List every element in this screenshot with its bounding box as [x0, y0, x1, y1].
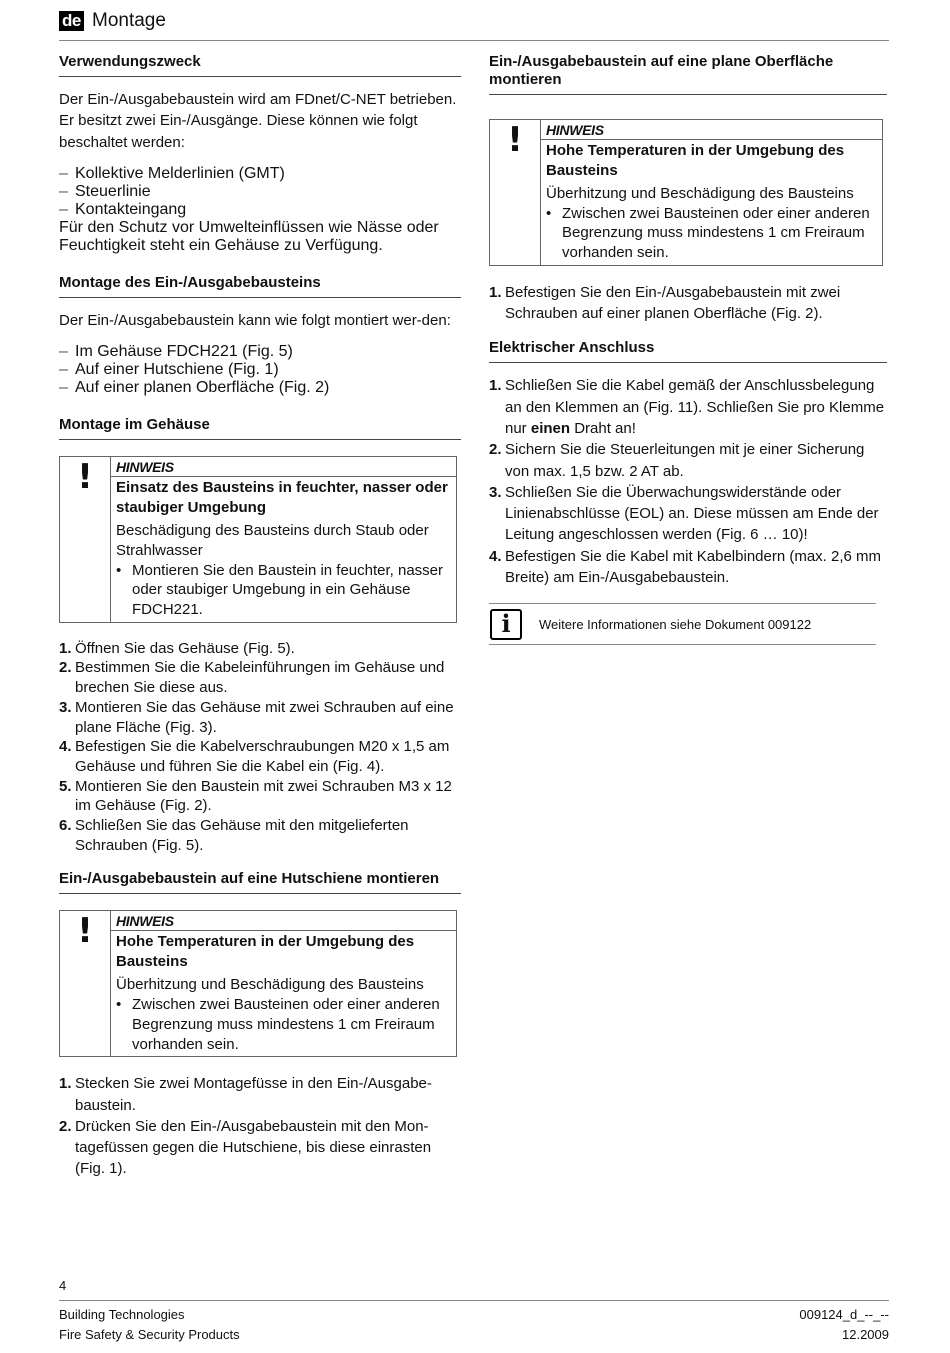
notice-title: Einsatz des Bausteins in feuchter, nasser oder staubiger Umgebung — [116, 479, 448, 517]
notice-consequence: Überhitzung und Beschädigung des Bausteins — [546, 185, 854, 202]
page-header — [59, 6, 889, 41]
step-item: 4. Befestigen Sie die Kabel mit Kabelbindern (max. 2,6 mm Breite) am Ein-/Ausgabebaustein. — [489, 547, 882, 587]
housing-steps — [59, 639, 461, 856]
notice-consequence: Beschädigung des Bausteins durch Staub oder Strahlwasser — [116, 522, 429, 559]
section-heading-purpose: Verwendungszweck — [59, 50, 461, 77]
exclamation-icon: ! — [77, 911, 93, 952]
list-item: – Im Gehäuse FDCH221 (Fig. 5) — [59, 343, 461, 361]
footer-date: 12.2009 — [842, 1327, 889, 1342]
notice-consequence: Überhitzung und Beschädigung des Bausteins — [116, 976, 424, 994]
list-item: – Kontakteingang — [59, 201, 461, 219]
section-heading-din-rail: Ein-/Ausgabebaustein auf eine Hutschiene montieren — [59, 867, 461, 894]
info-box — [489, 603, 876, 645]
info-icon: i — [490, 609, 522, 640]
notice-actions — [541, 204, 882, 265]
electrical-steps — [489, 375, 887, 588]
step-item: 3. Montieren Sie das Gehäuse mit zwei Schrauben auf eine plane Fläche (Fig. 3). — [59, 698, 454, 736]
step-item: 1. Öffnen Sie das Gehäuse (Fig. 5). — [59, 639, 295, 657]
list-item: – Kollektive Melderlinien (GMT) — [59, 165, 461, 183]
section-heading-mounting: Montage des Ein-/Ausgabebausteins — [59, 271, 461, 298]
section-heading-electrical: Elektrischer Anschluss — [489, 336, 887, 363]
step-item: 2. Sichern Sie die Steuerleitungen mit je einer Sicherung von max. 1,5 bzw. 2 AT ab. — [489, 441, 865, 480]
list-item: – Auf einer Hutschiene (Fig. 1) — [59, 361, 461, 379]
din-rail-steps — [59, 1073, 461, 1179]
notice-action: • Zwischen zwei Bausteinen oder einer anderen Begrenzung muss mindestens 1 cm Freiraum vorhanden sein. — [116, 995, 451, 1054]
notice-box-housing — [59, 456, 457, 623]
right-column — [489, 50, 887, 645]
mounting-text — [59, 310, 461, 331]
step-item: 1. Schließen Sie die Kabel gemäß der Anschlussbelegung an den Klemmen an (Fig. 11). Schließen Sie pro Klemme nur einen Draht an! — [489, 377, 885, 437]
notice-title: Hohe Temperaturen in der Umgebung des Bausteins — [546, 142, 845, 179]
exclamation-icon: ! — [77, 457, 93, 498]
left-column — [59, 50, 461, 1192]
page-title: Montage — [92, 10, 166, 31]
list-item: – Auf einer planen Oberfläche (Fig. 2) — [59, 379, 461, 397]
step-item: 2. Bestimmen Sie die Kabeleinführungen im Gehäuse und brechen Sie diese aus. — [59, 659, 445, 697]
mounting-list — [59, 343, 461, 397]
language-badge: de — [59, 11, 84, 31]
notice-tag: HINWEIS — [111, 457, 456, 477]
page-footer — [59, 1300, 889, 1345]
footer-company: Building Technologies — [59, 1307, 185, 1322]
step-item: 6. Schließen Sie das Gehäuse mit den mitgelieferten Schrauben (Fig. 5). — [59, 817, 409, 854]
step-item: 5. Montieren Sie den Baustein mit zwei Schrauben M3 x 12 im Gehäuse (Fig. 2). — [59, 777, 452, 815]
notice-actions — [111, 995, 456, 1056]
notice-content — [111, 457, 456, 622]
notice-title: Hohe Temperaturen in der Umgebung des Bausteins — [116, 933, 415, 971]
step-item: 1. Befestigen Sie den Ein-/Ausgabebaustein mit zwei Schrauben auf einer planen Oberfläche (Fig. 2). — [489, 283, 841, 323]
notice-box-flat-surface — [489, 119, 883, 266]
footer-document-id: 009124_d_--_-- — [799, 1307, 889, 1322]
notice-icon-cell — [60, 457, 111, 622]
purpose-text — [59, 89, 461, 153]
footer-division: Fire Safety & Security Products — [59, 1327, 240, 1342]
notice-box-din-rail — [59, 910, 457, 1057]
purpose-outro: Für den Schutz vor Umwelteinflüssen wie Nässe oder Feuchtigkeit steht ein Gehäuse zu Verfügung. — [59, 218, 439, 254]
step-item: 2. Drücken Sie den Ein-/Ausgabebaustein mit den Mon-tagefüssen gegen die Hutschiene, bis diese einrasten (Fig. 1). — [59, 1117, 432, 1178]
notice-tag: HINWEIS — [111, 911, 456, 931]
section-heading-flat-surface: Ein-/Ausgabebaustein auf eine plane Oberfläche montieren — [489, 50, 887, 95]
section-heading-housing: Montage im Gehäuse — [59, 413, 461, 440]
info-text: Weitere Informationen siehe Dokument 009122 — [539, 616, 812, 632]
step-item: 4. Befestigen Sie die Kabelverschraubungen M20 x 1,5 am Gehäuse und führen Sie die Kabel ein (Fig. 4). — [59, 738, 450, 775]
step-item: 1. Stecken Sie zwei Montagefüsse in den Ein-/Ausgabe-baustein. — [59, 1075, 432, 1114]
notice-content — [111, 911, 456, 1056]
step-item: 3. Schließen Sie die Überwachungswiderstände oder Linienabschlüsse (EOL) an. Diese müssen am Ende der Leitung angeschlossen werden (Fig. 6 … 10)! — [489, 483, 879, 544]
flat-surface-steps — [489, 282, 887, 325]
notice-icon-cell — [60, 911, 111, 1056]
notice-action: • Montieren Sie den Baustein in feuchter, nasser oder staubiger Umgebung in ein Gehäuse FDCH221. — [116, 561, 451, 620]
notice-content — [541, 120, 882, 265]
notice-icon-cell — [490, 120, 541, 265]
list-item: – Steuerlinie — [59, 183, 461, 201]
notice-actions — [111, 561, 456, 622]
notice-tag: HINWEIS — [541, 120, 882, 140]
purpose-list — [59, 165, 461, 219]
mounting-intro: Der Ein-/Ausgabebaustein kann wie folgt montiert wer-den: — [59, 311, 451, 329]
page-number: 4 — [59, 1278, 67, 1293]
exclamation-icon: ! — [507, 120, 523, 160]
purpose-intro: Der Ein-/Ausgabebaustein wird am FDnet/C-NET betrieben. Er besitzt zwei Ein-/Ausgänge. Diese können wie folgt beschaltet werden: — [59, 91, 457, 151]
notice-action: • Zwischen zwei Bausteinen oder einer anderen Begrenzung muss mindestens 1 cm Freiraum vorhanden sein. — [546, 204, 877, 263]
